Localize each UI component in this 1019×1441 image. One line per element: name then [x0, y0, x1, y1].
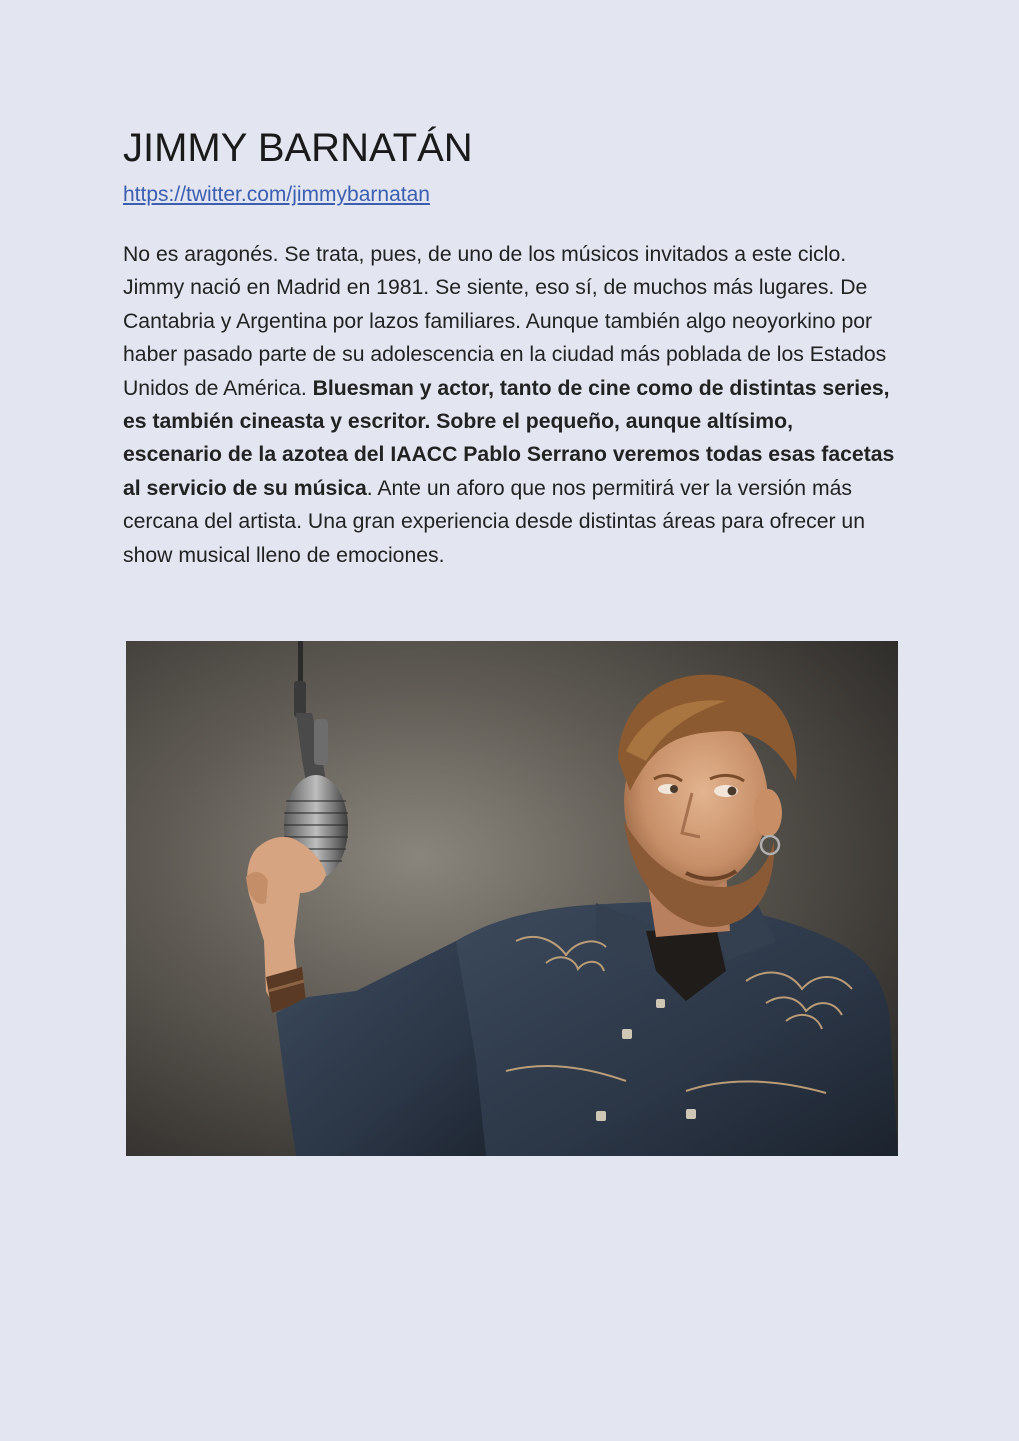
twitter-link[interactable]: https://twitter.com/jimmybarnatan [123, 183, 430, 206]
page-title: JIMMY BARNATÁN [123, 126, 473, 170]
artist-photo [126, 641, 898, 1156]
article-highlight: Bluesman y actor, tanto de cine como de distintas series, es también cineasta y escritor. Sobre el pequeño, aunque altísimo, escenario de la azotea del IAACC Pablo Serrano veremos todas esas facetas al servicio de su música [123, 376, 895, 500]
article-paragraph [123, 238, 897, 572]
article-outro: . Ante un aforo que nos permitirá ver la versión más cercana del artista. Una gran experiencia desde distintas áreas para ofrecer un show musical lleno de emociones. [123, 476, 865, 567]
article-intro: No es aragonés. Se trata, pues, de uno de los músicos invitados a este ciclo. Jimmy nació en Madrid en 1981. Se siente, eso sí, de muchos más lugares. De Cantabria y Argentina por lazos familiares. Aunque también algo neoyorkino por haber pasado parte de su adolescencia en la ciudad más poblada de los Estados Unidos de América. [123, 243, 887, 400]
